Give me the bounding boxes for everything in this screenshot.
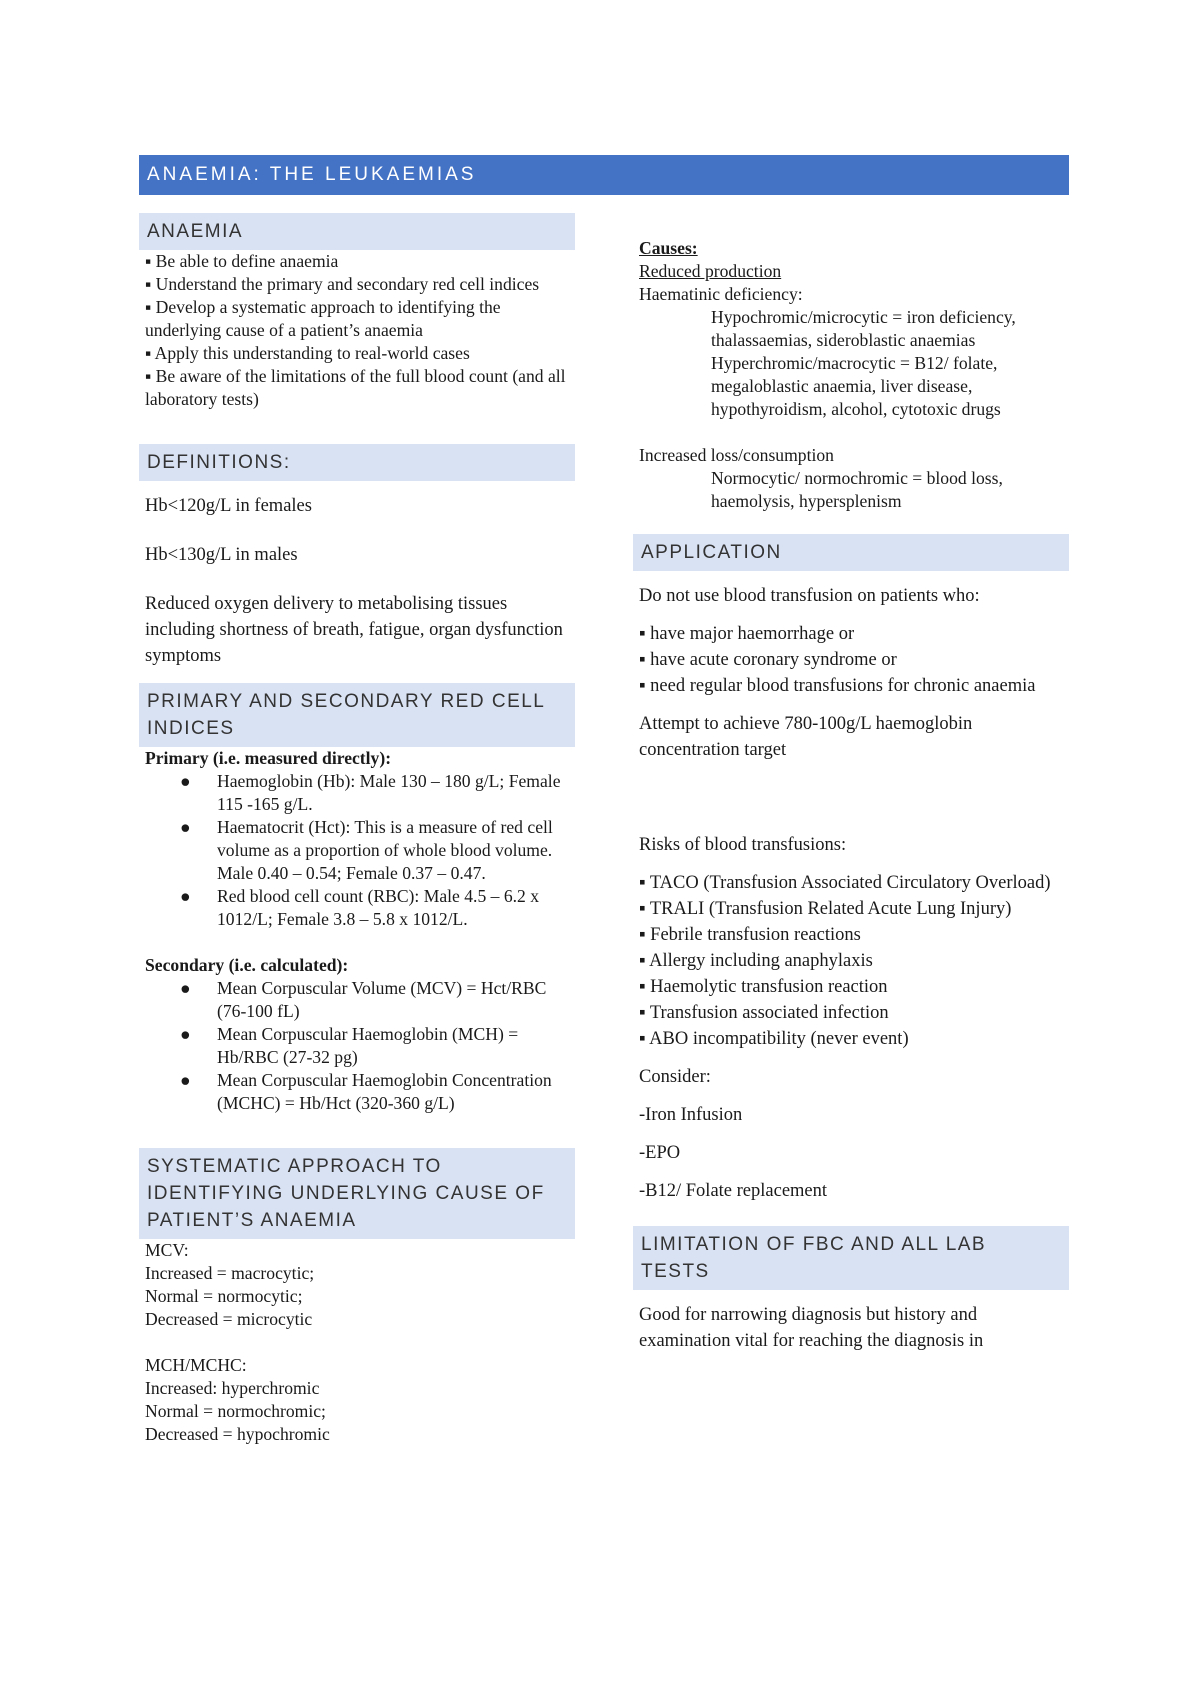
definition-males: Hb<130g/L in males bbox=[145, 545, 298, 565]
definitions-heading: DEFINITIONS: bbox=[139, 444, 575, 481]
indices-body bbox=[139, 747, 575, 1115]
bullet-icon: ● bbox=[180, 886, 191, 906]
increased-loss: Increased loss/consumption bbox=[639, 445, 834, 465]
risk-item: ▪ Febrile transfusion reactions bbox=[639, 925, 861, 945]
causes-body bbox=[633, 213, 1069, 513]
mch-line: MCH/MCHC: bbox=[145, 1355, 247, 1375]
left-column bbox=[139, 213, 575, 1446]
who-item: ▪ have acute coronary syndrome or bbox=[639, 650, 897, 670]
secondary-label: Secondary (i.e. calculated): bbox=[145, 955, 349, 975]
who-item: ▪ have major haemorrhage or bbox=[639, 624, 855, 644]
consider-label: Consider: bbox=[639, 1067, 711, 1087]
primary-item: ● Haematocrit (Hct): This is a measure of red cell volume as a proportion of whole blood volume. Male 0.40 – 0.54; Female 0.37 – 0.47. bbox=[180, 817, 553, 883]
indices-heading: PRIMARY AND SECONDARY RED CELL INDICES bbox=[139, 683, 575, 747]
mcv-line: Increased = macrocytic; bbox=[145, 1263, 315, 1283]
bullet-icon: ● bbox=[180, 1024, 191, 1044]
objective-item: ▪ Develop a systematic approach to identifying the underlying cause of a patient’s anaemia bbox=[145, 297, 501, 340]
page-banner: ANAEMIA: THE LEUKAEMIAS bbox=[139, 155, 1069, 195]
mch-line: Increased: hyperchromic bbox=[145, 1378, 320, 1398]
mch-line: Decreased = hypochromic bbox=[145, 1424, 330, 1444]
consider-option: -B12/ Folate replacement bbox=[639, 1181, 828, 1201]
risk-item: ▪ Haemolytic transfusion reaction bbox=[639, 977, 888, 997]
application-intro: Do not use blood transfusion on patients who: bbox=[639, 586, 980, 606]
objective-item: ▪ Understand the primary and secondary red cell indices bbox=[145, 274, 540, 294]
bullet-icon: ● bbox=[180, 1070, 191, 1090]
bullet-icon: ● bbox=[180, 771, 191, 791]
definition-reduced-oxygen: Reduced oxygen delivery to metabolising tissues including shortness of breath, fatigue, organ dysfunction symptoms bbox=[145, 594, 563, 666]
causes-title: Causes: bbox=[639, 238, 698, 258]
anaemia-heading: ANAEMIA bbox=[139, 213, 575, 250]
risk-item: ▪ ABO incompatibility (never event) bbox=[639, 1029, 909, 1049]
secondary-item: ● Mean Corpuscular Haemoglobin (MCH) = Hb/RBC (27-32 pg) bbox=[180, 1024, 519, 1067]
normocytic-line: Normocytic/ normochromic = blood loss, haemolysis, hypersplenism bbox=[711, 468, 1003, 511]
definition-females: Hb<120g/L in females bbox=[145, 496, 312, 516]
objective-item: ▪ Be aware of the limitations of the full blood count (and all laboratory tests) bbox=[145, 366, 566, 409]
consider-option: -Iron Infusion bbox=[639, 1105, 743, 1125]
right-column bbox=[633, 213, 1069, 1354]
application-heading: APPLICATION bbox=[633, 534, 1069, 571]
attempt-target: Attempt to achieve 780-100g/L haemoglobin concentration target bbox=[639, 714, 973, 760]
mch-line: Normal = normochromic; bbox=[145, 1401, 326, 1421]
primary-item: ● Red blood cell count (RBC): Male 4.5 – 6.2 x 1012/L; Female 3.8 – 5.8 x 1012/L. bbox=[180, 886, 540, 929]
risk-item: ▪ TACO (Transfusion Associated Circulatory Overload) bbox=[639, 873, 1051, 893]
secondary-item: ● Mean Corpuscular Volume (MCV) = Hct/RBC (76-100 fL) bbox=[180, 978, 547, 1021]
hypochromic-line: Hypochromic/microcytic = iron deficiency, thalassaemias, sideroblastic anaemias bbox=[711, 307, 1016, 350]
risks-label: Risks of blood transfusions: bbox=[639, 835, 847, 855]
mcv-line: Normal = normocytic; bbox=[145, 1286, 303, 1306]
limitation-heading: LIMITATION OF FBC AND ALL LAB TESTS bbox=[633, 1226, 1069, 1290]
mcv-line: MCV: bbox=[145, 1240, 189, 1260]
application-body bbox=[633, 571, 1069, 1204]
risk-item: ▪ TRALI (Transfusion Related Acute Lung Injury) bbox=[639, 899, 1012, 919]
objective-item: ▪ Apply this understanding to real-world cases bbox=[145, 343, 470, 363]
objective-item: ▪ Be able to define anaemia bbox=[145, 251, 339, 271]
limitation-body bbox=[633, 1290, 1069, 1354]
risk-item: ▪ Allergy including anaphylaxis bbox=[639, 951, 873, 971]
primary-label: Primary (i.e. measured directly): bbox=[145, 748, 392, 768]
primary-item: ● Haemoglobin (Hb): Male 130 – 180 g/L; Female 115 -165 g/L. bbox=[180, 771, 561, 814]
systematic-body bbox=[139, 1239, 575, 1446]
secondary-item: ● Mean Corpuscular Haemoglobin Concentration (MCHC) = Hb/Hct (320-360 g/L) bbox=[180, 1070, 552, 1113]
limitation-text: Good for narrowing diagnosis but history and examination vital for reaching the diagnosis in bbox=[639, 1305, 984, 1351]
systematic-heading: SYSTEMATIC APPROACH TO IDENTIFYING UNDERLYING CAUSE OF PATIENT’S ANAEMIA bbox=[139, 1148, 575, 1239]
who-item: ▪ need regular blood transfusions for chronic anaemia bbox=[639, 676, 1036, 696]
reduced-production: Reduced production bbox=[639, 261, 782, 281]
anaemia-objectives bbox=[139, 250, 575, 411]
mcv-line: Decreased = microcytic bbox=[145, 1309, 313, 1329]
bullet-icon: ● bbox=[180, 978, 191, 998]
definitions-body bbox=[139, 481, 575, 669]
consider-option: -EPO bbox=[639, 1143, 681, 1163]
bullet-icon: ● bbox=[180, 817, 191, 837]
haematinic-deficiency: Haematinic deficiency: bbox=[639, 284, 803, 304]
risk-item: ▪ Transfusion associated infection bbox=[639, 1003, 889, 1023]
hyperchromic-line: Hyperchromic/macrocytic = B12/ folate, megaloblastic anaemia, liver disease, hypothyroidism, alcohol, cytotoxic drugs bbox=[711, 353, 1001, 419]
